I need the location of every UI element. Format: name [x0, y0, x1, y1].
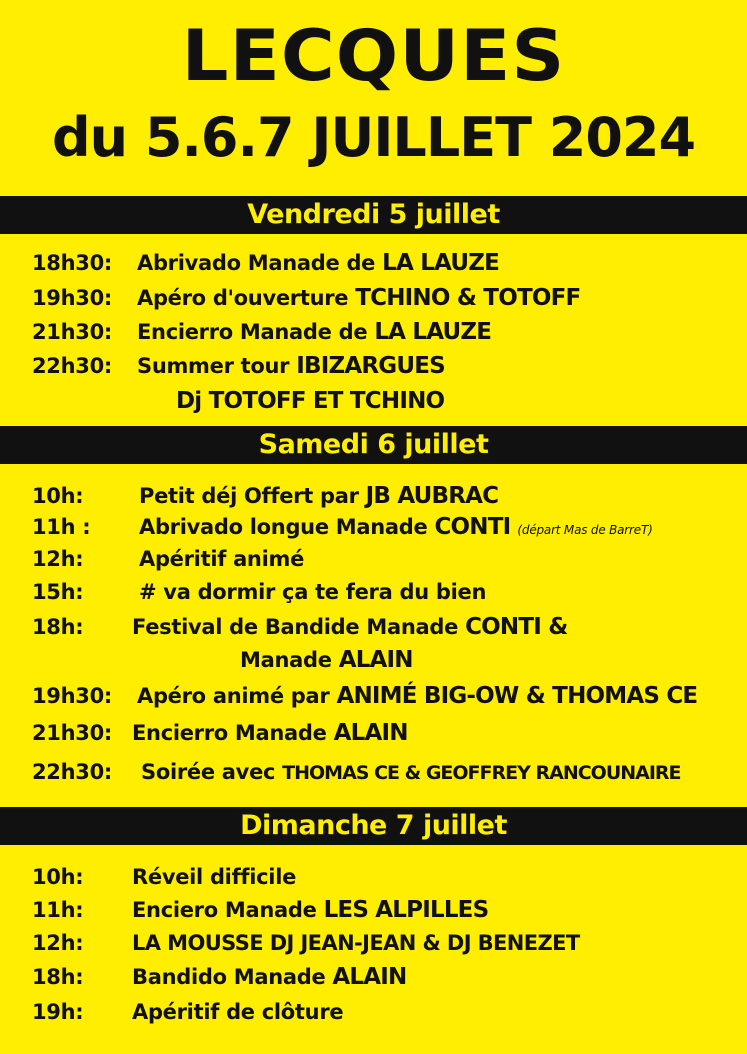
- event-row: [0, 995, 747, 1029]
- event-text: [141, 755, 681, 790]
- event-description: Encierro Manade: [132, 721, 334, 745]
- poster-subtitle: du 5.6.7 JUILLET 2024: [51, 106, 696, 169]
- event-row: [0, 926, 747, 960]
- event-highlight: ALAIN: [338, 647, 413, 673]
- event-text: [132, 716, 408, 750]
- event-row: [0, 349, 747, 383]
- event-highlight: ALAIN: [333, 720, 408, 746]
- event-text: [139, 479, 498, 513]
- day-band-friday: Vendredi 5 juillet: [0, 196, 747, 234]
- event-row: [0, 893, 747, 927]
- event-highlight: JB AUBRAC: [365, 483, 499, 509]
- event-description: Apéritif animé: [139, 547, 305, 571]
- event-time: 19h:: [32, 1000, 84, 1024]
- event-row: [0, 479, 747, 513]
- event-row: [0, 281, 747, 315]
- event-text: [132, 893, 488, 927]
- event-highlight: ALAIN: [332, 964, 407, 990]
- event-text: [137, 281, 580, 315]
- event-row: [0, 643, 747, 677]
- event-time: 19h30:: [32, 684, 112, 708]
- poster-title: LECQUES: [181, 15, 566, 97]
- event-highlight: LA LAUZE: [374, 319, 492, 345]
- event-highlight: LA MOUSSE DJ JEAN-JEAN & DJ BENEZET: [132, 931, 580, 955]
- event-time: 19h30:: [32, 286, 112, 310]
- event-text: [132, 960, 406, 994]
- event-description: Petit déj Offert par: [139, 484, 366, 508]
- event-description: Apéro animé par: [137, 684, 337, 708]
- day-band-saturday: Samedi 6 juillet: [0, 426, 747, 464]
- event-row: [0, 860, 747, 894]
- event-time: 15h:: [32, 580, 84, 604]
- event-time: 22h30:: [32, 354, 112, 378]
- event-description: Enciero Manade: [132, 898, 324, 922]
- event-highlight: LA LAUZE: [382, 250, 500, 276]
- event-text: [139, 575, 486, 609]
- event-text: [137, 246, 499, 280]
- event-description: Festival de Bandide Manade: [132, 615, 466, 639]
- event-text: [132, 860, 296, 894]
- event-highlight: TCHINO & TOTOFF: [355, 285, 581, 311]
- event-description: Manade: [240, 648, 339, 672]
- event-row: [0, 716, 747, 750]
- event-time: 10h:: [32, 865, 84, 889]
- event-description: Encierro Manade de: [137, 320, 375, 344]
- event-row: [0, 755, 747, 789]
- event-time: 11h:: [32, 898, 84, 922]
- event-text: [240, 643, 413, 677]
- event-description: Réveil difficile: [132, 865, 297, 889]
- event-time: 11h :: [32, 515, 91, 539]
- event-row: [0, 542, 747, 576]
- event-description: Summer tour: [137, 354, 297, 378]
- event-highlight: Dj TOTOFF ET TCHINO: [176, 388, 445, 414]
- event-description: Apéro d'ouverture: [137, 286, 356, 310]
- event-row: [0, 610, 747, 644]
- event-time: 10h:: [32, 484, 84, 508]
- event-row: [0, 679, 747, 713]
- event-highlight: CONTI &: [465, 614, 568, 640]
- event-highlight: ANIMÉ BIG-OW & THOMAS CE: [336, 683, 698, 709]
- event-text: [137, 679, 697, 713]
- event-description: Apéritif de clôture: [132, 1000, 344, 1024]
- event-time: 21h30:: [32, 721, 112, 745]
- event-text: [137, 315, 491, 349]
- event-time: 18h:: [32, 965, 84, 989]
- event-row: [0, 575, 747, 609]
- event-description: Abrivado longue Manade: [139, 515, 435, 539]
- day-band-sunday: Dimanche 7 juillet: [0, 807, 747, 845]
- event-note: (départ Mas de BarreT): [517, 523, 653, 537]
- event-text: [132, 610, 567, 644]
- event-description: Soirée avec: [141, 760, 283, 784]
- event-text: [132, 926, 580, 960]
- event-text: [176, 384, 444, 418]
- event-text: [139, 542, 304, 576]
- event-row: [0, 510, 747, 544]
- event-row: [0, 384, 747, 418]
- event-time: 18h30:: [32, 251, 112, 275]
- event-time: 21h30:: [32, 320, 112, 344]
- event-highlight: CONTI: [434, 514, 511, 540]
- event-highlight: LES ALPILLES: [323, 897, 489, 923]
- event-row: [0, 315, 747, 349]
- event-text: [137, 349, 445, 383]
- event-time: 12h:: [32, 547, 84, 571]
- event-time: 18h:: [32, 615, 84, 639]
- event-time: 12h:: [32, 931, 84, 955]
- event-highlight: THOMAS CE & GEOFFREY RANCOUNAIRE: [282, 762, 681, 784]
- event-row: [0, 246, 747, 280]
- event-description: Abrivado Manade de: [137, 251, 383, 275]
- event-description: Bandido Manade: [132, 965, 333, 989]
- event-row: [0, 960, 747, 994]
- event-description: # va dormir ça te fera du bien: [139, 580, 487, 604]
- event-time: 22h30:: [32, 760, 112, 784]
- event-highlight: IBIZARGUES: [296, 353, 445, 379]
- event-text: [132, 995, 343, 1029]
